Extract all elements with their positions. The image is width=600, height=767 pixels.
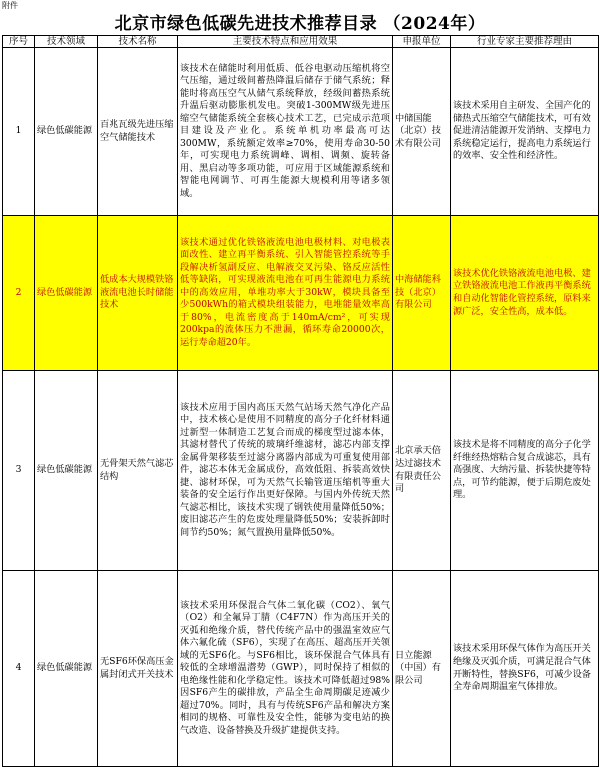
row-field: 绿色低碳能源 (35, 48, 98, 216)
technology-table (2, 35, 599, 767)
table-row (3, 571, 599, 767)
row-field: 绿色低碳能源 (35, 571, 98, 767)
row-tech-name: 无SF6环保高压金属封闭式开关技术 (98, 571, 178, 767)
row-applicant: 中储国能（北京）技术有限公司 (393, 48, 451, 216)
header-reason: 行业专家主要推荐理由 (451, 36, 599, 48)
row-number: 2 (3, 216, 35, 371)
row-features: 该技术应用于国内高压天然气站场天然气净化产品中，技术核心是使用不同精度的高分子化纤材料通过新型一体制造工艺复合而成的梯度型过滤本体，其滤材替代了传统的玻璃纤维滤材，滤芯内部支撑金属骨架移装至过滤分离器内部成为可重复使用部件，滤芯本体无金属成份，高效低阻、拆装高效快捷、滤材环保，可为天然气长输管道压缩机等重大装备的安全运行作出更好保障。与国内外传统天然气滤芯相比，该技术实现了钢铁使用量降低50%；废旧滤芯产生的危废处理量降低50%；安装拆卸时间节约50%；氮气置换用量降低50%。 (178, 371, 393, 571)
row-number: 3 (3, 371, 35, 571)
row-number: 4 (3, 571, 35, 767)
table-row-highlighted (3, 216, 599, 371)
header-field: 技术领域 (35, 36, 98, 48)
row-reason: 该技术优化铁铬液流电池电极、建立铁铬液流电池工作液再平衡系统和自动化智能化管控系统，原料来源广泛，安全性高，成本低。 (451, 216, 599, 371)
table-row (3, 371, 599, 571)
row-reason: 该技术采用自主研发、全国产化的储热式压缩空气储能技术，可有效促进清洁能源开发消纳、支撑电力系统稳定运行，提高电力系统运行的效率、安全性和经济性。 (451, 48, 599, 216)
row-features: 该技术采用环保混合气体二氧化碳（CO2）、氧气（O2）和全氟异丁腈（C4F7N）作为高压开关的灭弧和绝缘介质，替代传统产品中的强温室效应气体六氟化硫（SF6），实现了在高压、超高压开关领域的无SF6化。与SF6相比，该环保混合气体具有较低的全球增温潜势（GWP），同时保持了相似的电绝缘性能和化学稳定性。该技术可降低超过98%因SF6产生的碳排放，产品全生命周期碳足迹减少超过70%。同时，具有与传统SF6产品和解决方案相同的规格、可靠性及安全性，能够为变电站的换气改造、设备替换及升级扩建提供支持。 (178, 571, 393, 767)
page-title: 北京市绿色低碳先进技术推荐目录 （2024年） (114, 14, 486, 34)
row-tech-name: 低成本大规模铁铬液流电池长时储能技术 (98, 216, 178, 371)
row-applicant: 中海储能科技（北京）有限公司 (393, 216, 451, 371)
row-applicant: 日立能源（中国）有限公司 (393, 571, 451, 767)
row-tech-name: 无骨架天然气滤芯结构 (98, 371, 178, 571)
table-row (3, 48, 599, 216)
row-applicant: 北京承天倍达过滤技术有限责任公司 (393, 371, 451, 571)
row-features: 该技术通过优化铁铬液流电池电极材料、对电极表面改性、建立再平衡系统、引入智能管控系统等手段解决析氢副反应、电解液交叉污染、铬反应活性低等缺陷，可实现液流电池在可再生能源电力系统中的高效应用，单堆功率大于30kW，模块具备至少500kWh的箱式模块组装能力，电堆能量效率高于80%，电流密度高于140mA/cm²，可实现200kpa的流体压力不泄漏，循环寿命20000次，运行寿命超20年。 (178, 216, 393, 371)
header-applicant: 申报单位 (393, 36, 451, 48)
row-field: 绿色低碳能源 (35, 216, 98, 371)
table-header-row (3, 36, 599, 48)
attachment-label: 附件 (2, 1, 18, 10)
row-number: 1 (3, 48, 35, 216)
row-field: 绿色低碳能源 (35, 371, 98, 571)
row-reason: 该技术是将不同精度的高分子化学纤维经热熔粘合复合成滤芯，具有高强度、大纳污量、拆装快捷等特点，可节约能源，便于后期危废处理。 (451, 371, 599, 571)
header-name: 技术名称 (98, 36, 178, 48)
row-reason: 该技术采用环保气体作为高压开关绝缘及灭弧介质，可满足混合气体开断特性，替换SF6，可减少设备全寿命周期温室气体排放。 (451, 571, 599, 767)
row-tech-name: 百兆瓦级先进压缩空气储能技术 (98, 48, 178, 216)
row-features: 该技术在储能时利用低质、低谷电驱动压缩机将空气压缩，通过级间蓄热降温后储存于储气系统；释能时将高压空气从储气系统释放，经级间蓄热系统升温后驱动膨胀机发电。突破1-300MW级先进压缩空气储能系统全套核心技术工艺，已完成示范项目建设及产业化。系统单机功率最高可达300MW，系统额定效率≥70%，使用寿命30-50年，可实现电力系统调峰、调相、调频、旋转备用、黑启动等多项功能，可应用于区域能源系统和智能电网调节、可再生能源大规模利用等诸多领域。 (178, 48, 393, 216)
header-features: 主要技术特点和应用效果 (178, 36, 393, 48)
header-no: 序号 (3, 36, 35, 48)
